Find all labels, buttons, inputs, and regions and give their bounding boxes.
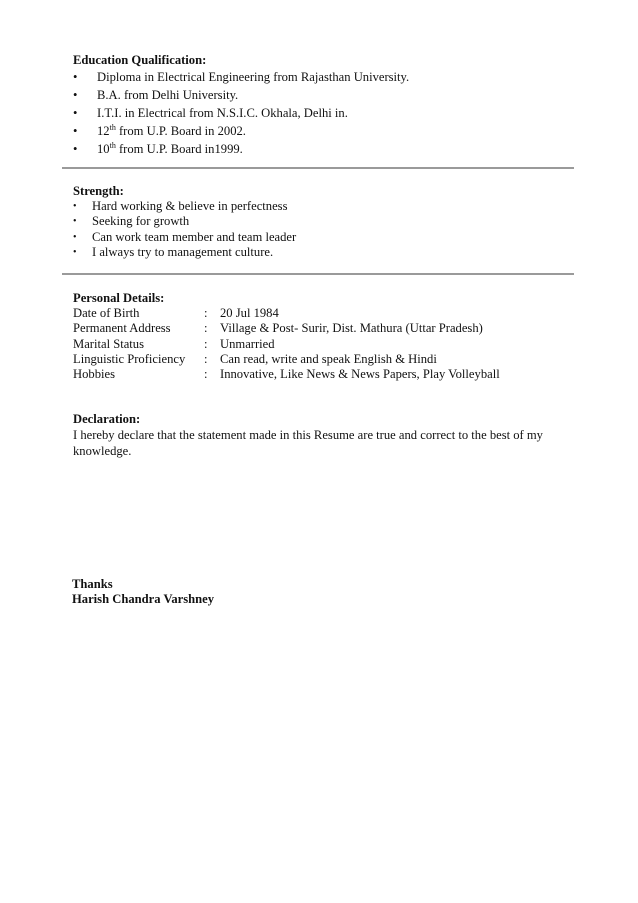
strength-item-text: I always try to management culture. [92, 244, 274, 259]
detail-label: Linguistic Proficiency [73, 351, 186, 366]
strength-item [73, 214, 583, 229]
strength-item-text: Seeking for growth [92, 214, 190, 229]
bullet: • [73, 124, 78, 139]
personal-details-heading: Personal Details: [73, 291, 165, 305]
education-item [73, 140, 583, 158]
bullet: • [73, 142, 78, 157]
detail-row [73, 321, 583, 336]
education-item [73, 104, 583, 122]
education-item-text: I.T.I. in Electrical from N.S.I.C. Okhala, Delhi in. [97, 106, 348, 121]
detail-value: Village & Post- Surir, Dist. Mathura (Uttar Pradesh) [220, 321, 483, 336]
section-divider [62, 167, 574, 169]
detail-row [73, 306, 583, 321]
declaration-text: I hereby declare that the statement made in this Resume are true and correct to the best of my knowledge. [73, 428, 543, 459]
ordinal-suffix: th [109, 123, 116, 133]
detail-value: Innovative, Like News & News Papers, Play Volleyball [220, 367, 500, 382]
closing-section [72, 577, 582, 607]
detail-row [73, 352, 583, 367]
education-item-text [97, 122, 246, 140]
detail-label: Permanent Address [73, 321, 171, 336]
personal-details-section [73, 291, 583, 382]
education-item-text [97, 140, 243, 158]
grade-number: 10 [97, 142, 110, 157]
detail-row [73, 337, 583, 352]
grade-number: 12 [97, 124, 110, 139]
education-item [73, 122, 583, 140]
detail-label: Marital Status [73, 336, 145, 351]
strength-item [73, 245, 583, 260]
detail-separator: : [204, 321, 208, 336]
bullet: • [73, 70, 78, 85]
signature-name: Harish Chandra Varshney [72, 592, 215, 607]
board-text: from U.P. Board in 2002. [115, 124, 246, 139]
declaration-heading: Declaration: [73, 412, 141, 426]
education-section [73, 53, 583, 158]
education-item-text: B.A. from Delhi University. [97, 88, 239, 103]
strength-heading: Strength: [73, 184, 124, 198]
strength-item [73, 199, 583, 214]
bullet: • [73, 88, 78, 103]
board-text: from U.P. Board in1999. [115, 142, 243, 157]
section-divider [62, 273, 574, 275]
bullet: • [73, 216, 77, 228]
detail-label: Hobbies [73, 367, 115, 382]
strength-item-text: Can work team member and team leader [92, 229, 297, 244]
strength-item [73, 230, 583, 245]
detail-separator: : [204, 306, 208, 321]
detail-separator: : [204, 351, 208, 366]
detail-separator: : [204, 367, 208, 382]
bullet: • [73, 201, 77, 213]
declaration-section [73, 412, 583, 459]
detail-row [73, 367, 583, 382]
education-item [73, 68, 583, 86]
detail-separator: : [204, 336, 208, 351]
thanks-text: Thanks [72, 577, 113, 591]
detail-value: 20 Jul 1984 [220, 306, 279, 321]
detail-value: Can read, write and speak English & Hindi [220, 351, 437, 366]
bullet: • [73, 106, 78, 121]
bullet: • [73, 231, 77, 243]
strength-item-text: Hard working & believe in perfectness [92, 199, 288, 214]
education-item [73, 86, 583, 104]
bullet: • [73, 246, 77, 258]
strength-section [73, 184, 583, 260]
detail-value: Unmarried [220, 336, 275, 351]
ordinal-suffix: th [109, 141, 116, 151]
education-heading: Education Qualification: [73, 53, 207, 67]
education-item-text: Diploma in Electrical Engineering from Rajasthan University. [97, 70, 410, 85]
detail-label: Date of Birth [73, 306, 140, 321]
